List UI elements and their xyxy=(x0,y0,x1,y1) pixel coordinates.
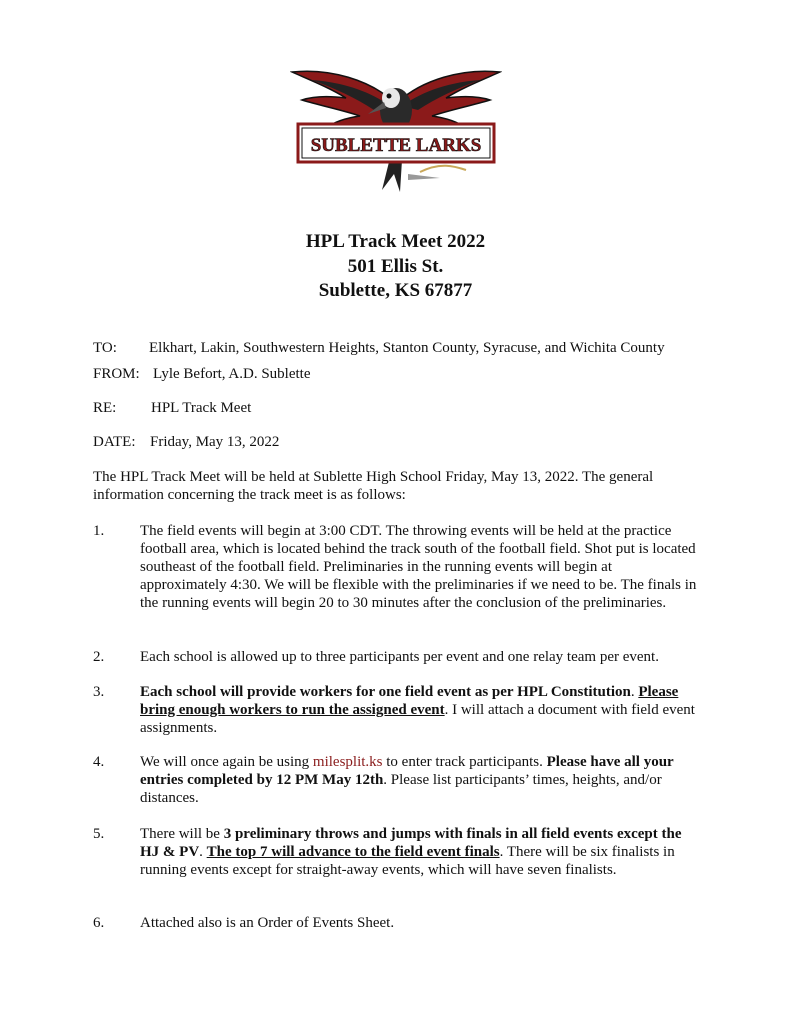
date-label: DATE: xyxy=(93,434,136,450)
item-plain-text: . I will attach a document with field event assignments. xyxy=(140,702,695,736)
item-text: Each school is allowed up to three participants per event and one relay team per event. xyxy=(140,649,659,665)
item-plain-text: . xyxy=(199,844,207,860)
milesplit-link[interactable]: milesplit.ks xyxy=(312,754,383,770)
date-value: Friday, May 13, 2022 xyxy=(150,434,280,450)
item-emphasis-text: The top 7 will advance to the field event finals xyxy=(206,844,500,860)
item-text xyxy=(140,753,700,807)
item-number: 1. xyxy=(93,523,105,539)
meet-city: Sublette, KS 67877 xyxy=(318,280,473,301)
from-value: Lyle Befort, A.D. Sublette xyxy=(153,366,311,382)
meet-title: HPL Track Meet 2022 xyxy=(305,231,486,252)
from-label: FROM: xyxy=(93,366,140,382)
item-bold-text: 3 preliminary throws and jumps with finals in all field events except the HJ & PV xyxy=(140,826,682,860)
item-plain-text: . There will be six finalists in running events except for straight-away events, which will have seven finalists. xyxy=(140,844,675,878)
re-label: RE: xyxy=(93,400,117,416)
sublette-larks-logo xyxy=(290,62,502,194)
item-plain-text: There will be xyxy=(140,826,224,842)
logo-text: SUBLETTE LARKS xyxy=(310,135,482,156)
item-number: 3. xyxy=(93,684,105,700)
to-value: Elkhart, Lakin, Southwestern Heights, Stanton County, Syracuse, and Wichita County xyxy=(149,340,665,356)
item-text xyxy=(140,683,700,737)
item-number: 5. xyxy=(93,826,105,842)
item-text: Attached also is an Order of Events Sheet. xyxy=(140,915,395,931)
item-plain-text: We will once again be using xyxy=(140,754,313,770)
item-number: 6. xyxy=(93,915,105,931)
item-text: The field events will begin at 3:00 CDT. The throwing events will be held at the practice football area, which is located behind the track south of the football field. Shot put is located southeast of the football field. Preliminaries in the running events will begin at approximately 4:30. We will be flexible with the preliminaries if we need to be. The finals in the running events will begin 20 to 30 minutes after the conclusion of the preliminaries. xyxy=(140,523,697,611)
meet-address: 501 Ellis St. xyxy=(347,256,444,277)
to-label: TO: xyxy=(93,340,117,356)
item-number: 4. xyxy=(93,754,105,770)
item-bold-text: Each school will provide workers for one field event as per HPL Constitution xyxy=(140,684,631,700)
item-text xyxy=(140,825,700,879)
item-bold-text: Please have all your entries completed by 12 PM May 12th xyxy=(140,754,674,788)
item-emphasis-text: Please bring enough workers to run the assigned event xyxy=(140,684,679,718)
re-line xyxy=(93,399,251,418)
item-plain-text: to enter track participants. xyxy=(382,754,547,770)
re-value: HPL Track Meet xyxy=(151,400,252,416)
item-number: 2. xyxy=(93,649,105,665)
from-line xyxy=(93,365,310,384)
date-line xyxy=(93,433,279,452)
item-plain-text: . Please list participants’ times, heights, and/or distances. xyxy=(140,772,662,806)
intro-paragraph: The HPL Track Meet will be held at Sublette High School Friday, May 13, 2022. The general information concerning the track meet is as follows: xyxy=(93,469,654,503)
to-line xyxy=(93,339,665,358)
item-plain-text: . xyxy=(630,684,639,700)
